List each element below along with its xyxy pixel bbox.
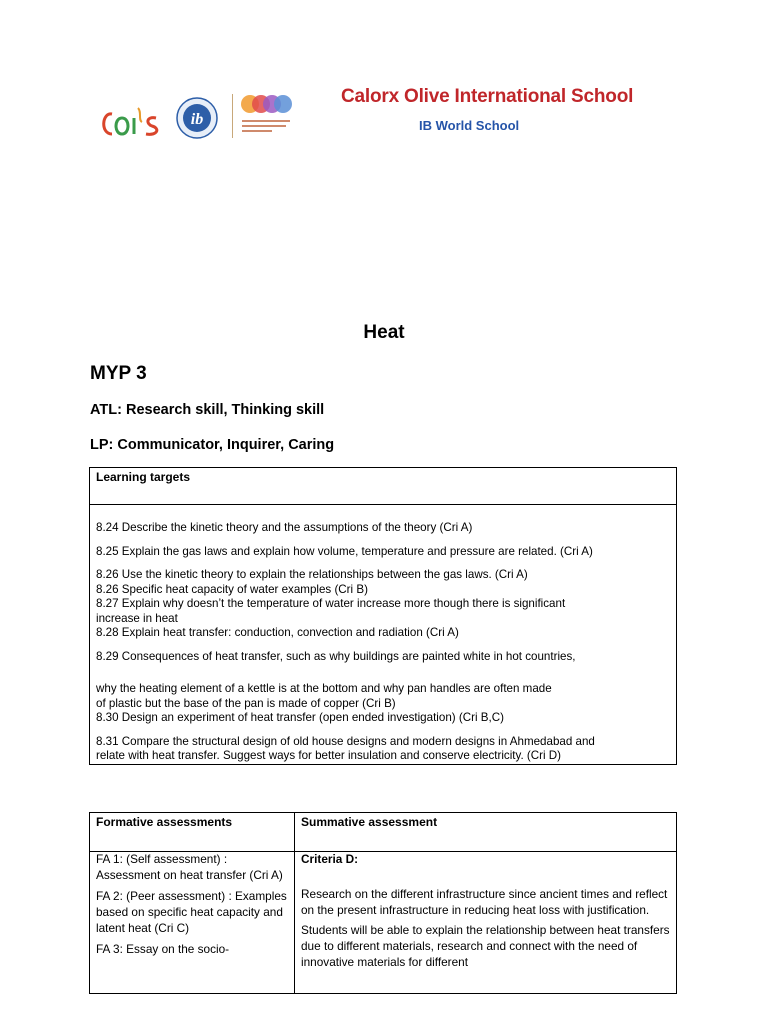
svg-text:ib: ib (190, 111, 204, 128)
learning-target-item: 8.24 Describe the kinetic theory and the assumptions of the theory (Cri A) (96, 521, 473, 534)
document-title: Heat (363, 322, 405, 343)
learning-target-item: 8.26 Use the kinetic theory to explain the relationships between the gas laws. (Cri A) 8.26 Specific heat capacity of water examples (Cri B) 8.27 Explain why doesn’t the temperature of water increase more though there is significant increase in heat 8.28 Explain heat transfer: conduction, convection and radiation (Cri A) (96, 568, 566, 639)
atl-heading: ATL: Research skill, Thinking skill (90, 402, 325, 418)
formative-cell (96, 851, 290, 994)
cos-logo-icon (98, 104, 168, 140)
level-heading: MYP 3 (90, 363, 147, 384)
learning-targets-table (89, 467, 677, 765)
school-subtitle: IB World School (419, 118, 520, 133)
table-column-divider (294, 813, 295, 993)
learning-targets-header: Learning targets (96, 470, 191, 484)
summative-criteria: Criteria D: (301, 852, 359, 866)
learning-target-item: 8.25 Explain the gas laws and explain how volume, temperature and pressure are related. (Cri A) (96, 544, 593, 558)
lp-heading: LP: Communicator, Inquirer, Caring (90, 437, 335, 453)
learning-target-item: why the heating element of a kettle is at the bottom and why pan handles are often made of plastic but the base of the pan is made of copper (Cri B) 8.30 Design an experiment of heat transfer (open ended investigation) (Cri B,C) (96, 682, 552, 724)
summative-header: Summative assessment (301, 815, 438, 829)
formative-item: FA 2: (Peer assessment) : Examples based on specific heat capacity and latent heat (Cri C) (96, 889, 287, 935)
assessments-table (89, 812, 677, 994)
formative-item: FA 3: Essay on the socio- (96, 942, 230, 956)
learning-target-item: 8.29 Consequences of heat transfer, such as why buildings are painted white in hot countries, (96, 649, 576, 663)
logo-divider (232, 94, 233, 138)
learning-target-item: 8.31 Compare the structural design of old house designs and modern designs in Ahmedabad and relate with heat transfer. Suggest ways for better insulation and conserve electricity. (Cri D) (96, 734, 595, 762)
table-divider (90, 504, 676, 505)
summative-cell (301, 851, 671, 994)
formative-item: FA 1: (Self assessment) : Assessment on heat transfer (Cri A) (96, 852, 283, 882)
formative-header: Formative assessments (96, 815, 233, 829)
ib-logo-icon (175, 96, 219, 140)
school-name: Calorx Olive International School (341, 86, 634, 107)
summative-paragraph: Research on the different infrastructure since ancient times and reflect on the present infrastructure in reducing heat loss with justification. (301, 887, 668, 917)
summative-paragraph: Students will be able to explain the relationship between heat transfers due to different materials, research and connect with the need of innovative materials for different (301, 923, 670, 969)
ib-continuum-logo-icon (240, 90, 302, 140)
